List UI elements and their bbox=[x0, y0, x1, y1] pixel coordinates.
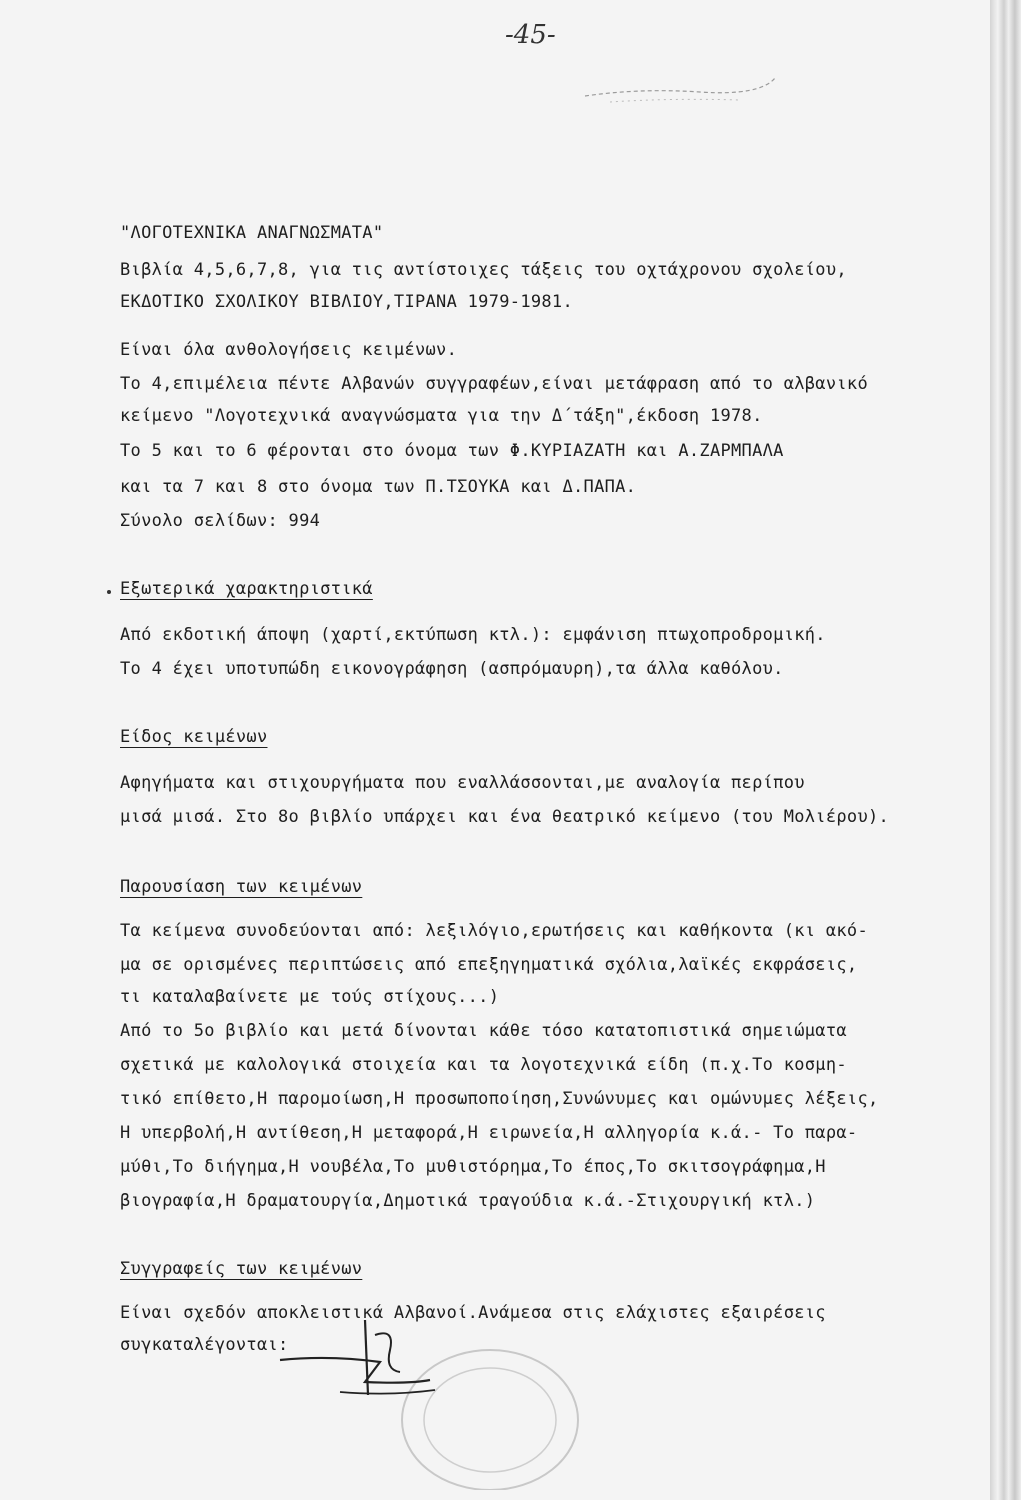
intro-line: ΕΚΔΟΤΙΚΟ ΣΧΟΛΙΚΟΥ ΒΙΒΛΙΟΥ,ΤΙΡΑΝΑ 1979-1981. bbox=[120, 292, 573, 312]
page-edge bbox=[990, 0, 1021, 1500]
section-heading-authors: Συγγραφείς των κειμένων bbox=[120, 1259, 363, 1279]
section-line: Το 4 έχει υποτυπώδη εικονογράφηση (ασπρόμαυρη),τα άλλα καθόλου. bbox=[120, 659, 784, 679]
handwritten-signature bbox=[270, 1300, 450, 1410]
section-line: Τα κείμενα συνοδεύονται από: λεξιλόγιο,ερωτήσεις και καθήκοντα (κι ακό- bbox=[120, 921, 868, 941]
section-line: Από το 5ο βιβλίο και μετά δίνονται κάθε τόσο κατατοπιστικά σημειώματα bbox=[120, 1021, 847, 1041]
bullet-mark bbox=[107, 590, 111, 594]
intro-line: Είναι όλα ανθολογήσεις κειμένων. bbox=[120, 340, 458, 360]
book-title: "ΛΟΓΟΤΕΧΝΙΚΑ ΑΝΑΓΝΩΣΜΑΤΑ" bbox=[120, 223, 384, 243]
page-number: -45- bbox=[505, 20, 556, 50]
section-heading-presentation: Παρουσίαση των κειμένων bbox=[120, 877, 363, 897]
section-line: Η υπερβολή,Η αντίθεση,Η μεταφορά,Η ειρωνεία,Η αλληγορία κ.ά.- Το παρα- bbox=[120, 1123, 858, 1143]
intro-line: Βιβλία 4,5,6,7,8, για τις αντίστοιχες τάξεις του οχτάχρονου σχολείου, bbox=[120, 260, 847, 280]
section-line: Από εκδοτική άποψη (χαρτί,εκτύπωση κτλ.): εμφάνιση πτωχοπροδρομική. bbox=[120, 625, 826, 645]
section-line: τι καταλαβαίνετε με τούς στίχους...) bbox=[120, 987, 500, 1007]
ink-smudge bbox=[580, 68, 780, 108]
intro-line: Σύνολο σελίδων: 994 bbox=[120, 511, 321, 531]
section-line: σχετικά με καλολογικά στοιχεία και τα λογοτεχνικά είδη (π.χ.Το κοσμη- bbox=[120, 1055, 847, 1075]
section-line: βιογραφία,Η δραματουργία,Δημοτικά τραγούδια κ.ά.-Στιχουργική κτλ.) bbox=[120, 1191, 816, 1211]
section-line: τικό επίθετο,Η παρομοίωση,Η προσωποποίηση,Συνώνυμες και ομώνυμες λέξεις, bbox=[120, 1089, 879, 1109]
section-heading-text-type: Είδος κειμένων bbox=[120, 727, 268, 747]
section-line: Είναι σχεδόν αποκλειστικά Αλβανοί.Ανάμεσα στις ελάχιστες εξαιρέσεις bbox=[120, 1303, 826, 1323]
intro-line: και τα 7 και 8 στο όνομα των Π.ΤΣΟΥΚΑ και Δ.ΠΑΠΑ. bbox=[120, 477, 637, 497]
intro-line: Το 4,επιμέλεια πέντε Αλβανών συγγραφέων,είναι μετάφραση από το αλβανικό bbox=[120, 374, 868, 394]
intro-line: Το 5 και το 6 φέρονται στο όνομα των Φ.ΚΥΡΙΑΖΑΤΗ και Α.ΖΑΡΜΠΑΛΑ bbox=[120, 441, 784, 461]
intro-line: κείμενο "Λογοτεχνικά αναγνώσματα για την Δ΄τάξη",έκδοση 1978. bbox=[120, 406, 763, 426]
section-line: συγκαταλέγονται: bbox=[120, 1335, 289, 1355]
section-line: μύθι,Το διήγημα,Η νουβέλα,Το μυθιστόρημα,Το έπος,Το σκιτσογράφημα,Η bbox=[120, 1157, 826, 1177]
section-line: Αφηγήματα και στιχουργήματα που εναλλάσσονται,με αναλογία περίπου bbox=[120, 773, 805, 793]
section-line: μα σε ορισμένες περιπτώσεις από επεξηγηματικά σχόλια,λαϊκές εκφράσεις, bbox=[120, 955, 858, 975]
section-heading-exterior: Εξωτερικά χαρακτηριστικά bbox=[120, 579, 373, 599]
section-line: μισά μισά. Στο 8ο βιβλίο υπάρχει και ένα θεατρικό κείμενο (του Μολιέρου). bbox=[120, 807, 890, 827]
